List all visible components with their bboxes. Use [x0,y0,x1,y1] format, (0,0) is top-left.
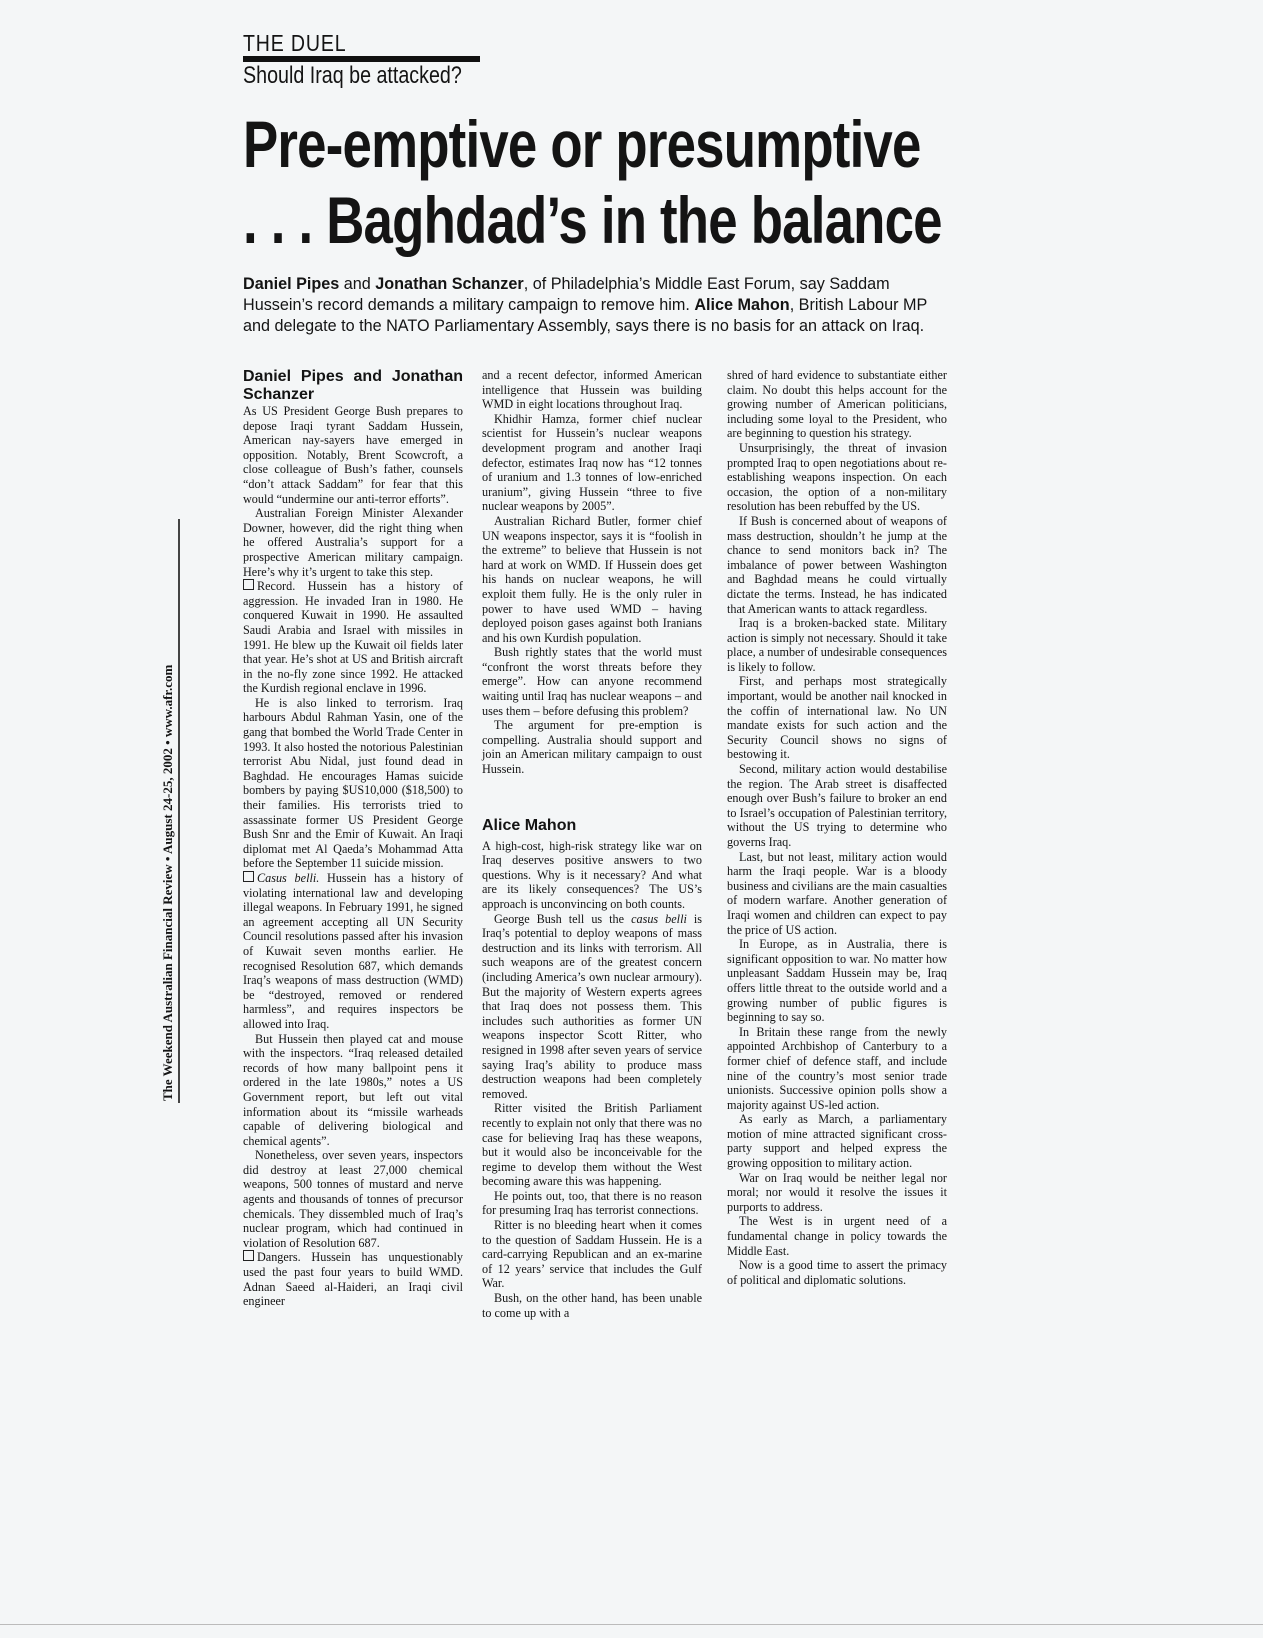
paragraph: Khidhir Hamza, former chief nuclear scientist for Hussein’s nuclear weapons development program and another Iraqi defector, estimates Iraq now has “12 tonnes of uranium and 1.3 tonnes of low-enriched uranium”, giving Hussein “three to five nuclear weapons by 2005”. [482,411,702,514]
standfirst-name-3: Alice Mahon [694,296,790,314]
paragraph: Bush rightly states that the world must “confront the worst threats before they emerge”. How can anyone recommend waiting until Iraq has nuclear weapons – and uses them – before defusing this problem? [482,645,702,718]
paragraph: Iraq is a broken-backed state. Military action is simply not necessary. Should it take place, a number of undesirable consequences is likely to follow. [727,616,947,674]
headline [243,106,1123,258]
paragraph: As US President George Bush prepares to depose Iraqi tyrant Saddam Hussein, American nay-sayers have emerged in opposition. Notably, Brent Scowcroft, a close colleague of Bush’s father, counsels “don’t attack Saddam” for fear that this would “undermine our anti-terror efforts”. [243,404,463,506]
page-bottom-rule [0,1624,1263,1625]
casus-belli-italic: casus belli [631,911,687,926]
standfirst-name-1: Daniel Pipes [243,275,340,293]
paragraph: The West is in urgent need of a fundamental change in policy towards the Middle East. [727,1214,947,1258]
paragraph: As early as March, a parliamentary motion of mine attracted significant cross-party support and helped express the growing opposition to military action. [727,1112,947,1171]
paragraph: and a recent defector, informed American intelligence that Hussein was building WMD in eight locations throughout Iraq. [482,368,702,412]
paragraph: A high-cost, high-risk strategy like war on Iraq deserves positive answers to two questions. Why is it necessary? And what are its likely consequences? The US’s approach is unconvincing on both counts. [482,838,702,911]
standfirst-text-1: and [339,275,376,293]
standfirst-name-2: Jonathan Schanzer [375,275,524,293]
casus-belli-italic: Casus belli. [257,871,320,885]
paragraph-text: is Iraq’s potential to deploy weapons of mass destruction and its links with terrorism. All such weapons are of the greatest concern (including America’s own nuclear armoury). But the majority of Western experts agrees that Iraq does not possess them. This includes such authorities as former UN weapons inspector Scott Ritter, who resigned in 1998 after seven years of service saying Iraq’s ability to produce mass destruction weapons had been completely removed. [482,911,702,1101]
paragraph: Australian Richard Butler, former chief UN weapons inspector, says it is “foolish in the extreme” to believe that Hussein is not hard at work on WMD. If Hussein does get his hands on nuclear weapons, he will exploit them fully. He is the only ruler in power to have used WMD – having deployed poison gases against both Iranians and his own Kurdish population. [482,513,702,645]
paragraph: Unsurprisingly, the threat of invasion prompted Iraq to open negotiations about re-establishing weapons inspection. On each occasion, the option of a non-military resolution has been rebuffed by the US. [727,440,947,514]
side-rule [178,519,180,1103]
column-2 [482,368,702,1320]
paragraph-text: Record. Hussein has a history of aggression. He invaded Iran in 1980. He conquered Kuwait in 1990. He assaulted Saudi Arabia and Israel with missiles in 1991. He blew up the Kuwait oil fields later that year. He’s shot at US and British aircraft in the no-fly zone since 1992. He attacked the Kurdish regional enclave in 1996. [243,579,463,696]
column-3 [727,368,947,1287]
paragraph-casus-belli [482,912,702,1102]
paragraph-text: Hussein has a history of violating international law and developing illegal weapons. In February 1991, he signed an agreement accepting all UN Security Council resolutions passed after his invasion of Kuwait seven months earlier. He recognised Resolution 687, which demands Iraq’s weapons of mass destruction (WMD) be “destroyed, removed or rendered harmless”, and requires inspectors be allowed into Iraq. [243,871,464,1031]
paragraph: Last, but not least, military action would harm the Iraqi people. War is a bloody business and civilians are the main casualties of modern warfare. Another generation of Iraqi women and children can expect to pay the price of US action. [727,849,947,937]
paragraph: First, and perhaps most strategically important, would be another nail knocked in the coffin of international law. No UN mandate exists for such action and the Security Council shows no signs of bestowing it. [727,674,947,762]
paragraph: Now is a good time to assert the primacy of political and diplomatic solutions. [727,1258,947,1287]
headline-line-2: . . . Baghdad’s in the balance [243,183,942,257]
standfirst-text-2: , of Philadelphia’s Middle East Forum, say Saddam Hussein’s record demands a military campaign to remove him. [243,275,890,314]
paragraph: Ritter is no bleeding heart when it comes to the question of Saddam Hussein. He is a card-carrying Republican and an ex-marine of 12 years’ service that includes the Gulf War. [482,1218,702,1291]
paragraph: In Britain these range from the newly appointed Archbishop of Canterbury to a former chief of defence staff, and include nine of the country’s most senior trade unionists. Successive opinion polls show a majority against US-led action. [727,1024,947,1112]
standfirst [243,274,943,337]
paragraph: Second, military action would destabilise the region. The Arab street is disaffected enough over Bush’s failure to broker an end to Israel’s occupation of Palestinian territory, without the US trying to determine who governs Iraq. [727,762,947,849]
column-1 [243,368,463,1309]
paragraph-text: George Bush tell us the [494,911,632,926]
paragraph: But Hussein then played cat and mouse with the inspectors. “Iraq released detailed records of how many ballpoint pens it ordered in the late 1980s,” notes a US Government report, but left out vital information about its “missile warheads capable of delivering biological and chemical agents”. [243,1031,463,1148]
paragraph: Nonetheless, over seven years, inspectors did destroy at least 27,000 chemical weapons, 500 tonnes of mustard and nerve agents and thousands of tonnes of precursor chemicals. They dissembled much of Iraq’s nuclear program, which had continued in violation of Resolution 687. [243,1148,463,1250]
paragraph: He is also linked to terrorism. Iraq harbours Abdul Rahman Yasin, one of the gang that bombed the World Trade Center in 1993. It also hosted the notorious Palestinian terrorist Abu Nidal, just found dead in Baghdad. He encourages Hamas suicide bombers by paying $US10,000 ($18,500) to their families. His terrorists tried to assassinate former US President George Bush Snr and the Emir of Kuwait. An Iraqi diplomat met Al Qaeda’s Mohammad Atta before the September 11 suicide mission. [243,695,463,871]
byline-alice-mahon: Alice Mahon [482,816,577,834]
publication-sidebar: The Weekend Australian Financial Review • August 24-25, 2002 • www.afr.com [160,664,175,1101]
paragraph: War on Iraq would be neither legal nor moral; nor would it resolve the issues it purports to address. [727,1170,947,1214]
paragraph: Australian Foreign Minister Alexander Downer, however, did the right thing when he offered Australia’s support for a prospective American military campaign. Here’s why it’s urgent to take this step. [243,506,463,579]
paragraph: shred of hard evidence to substantiate either claim. No doubt this helps account for the growing number of American politicians, including some loyal to the President, who are beginning to question his strategy. [727,368,947,441]
paragraph: In Europe, as in Australia, there is significant opposition to war. No matter how unpleasant Saddam Hussein may be, Iraq offers little threat to the outside world and a growing number of public figures is beginning to say so. [727,937,947,1025]
paragraph-text: Dangers. Hussein has unquestionably used the past four years to build WMD. Adnan Saeed al-Haideri, an Iraqi civil engineer [243,1250,463,1309]
paragraph-record [243,579,463,696]
paragraph: If Bush is concerned about of weapons of mass destruction, shouldn’t he jump at the chance to send monitors back in? The imbalance of power between Washington and Baghdad means he could virtually dictate the terms. Instead, he has indicated that American wants to attack regardless. [727,513,947,616]
paragraph: The argument for pre-emption is compelling. Australia should support and join an American military campaign to oust Hussein. [482,718,702,777]
paragraph-casus-belli [243,871,463,1032]
section-subkicker: Should Iraq be attacked? [243,62,462,89]
checkbox-bullet-icon [243,1250,254,1261]
checkbox-bullet-icon [243,579,254,590]
paragraph: He points out, too, that there is no reason for presuming Iraq has terrorist connections. [482,1188,702,1218]
paragraph: Bush, on the other hand, has been unable to come up with a [482,1291,702,1320]
headline-line-1: Pre-emptive or presumptive [243,107,921,181]
byline-pipes-schanzer: Daniel Pipes and Jonathan Schanzer [243,368,463,403]
checkbox-bullet-icon [243,871,254,882]
section-kicker: THE DUEL [243,30,347,56]
standfirst-text-3: , British Labour MP and delegate to the NATO Parliamentary Assembly, says there is no basis for an attack on Iraq. [243,296,928,335]
paragraph: Ritter visited the British Parliament recently to explain not only that there was no case for believing Iraq has these weapons, but it would also be inconceivable for the regime to develop them without the West becoming aware this was happening. [482,1101,702,1189]
paragraph-dangers [243,1250,463,1308]
